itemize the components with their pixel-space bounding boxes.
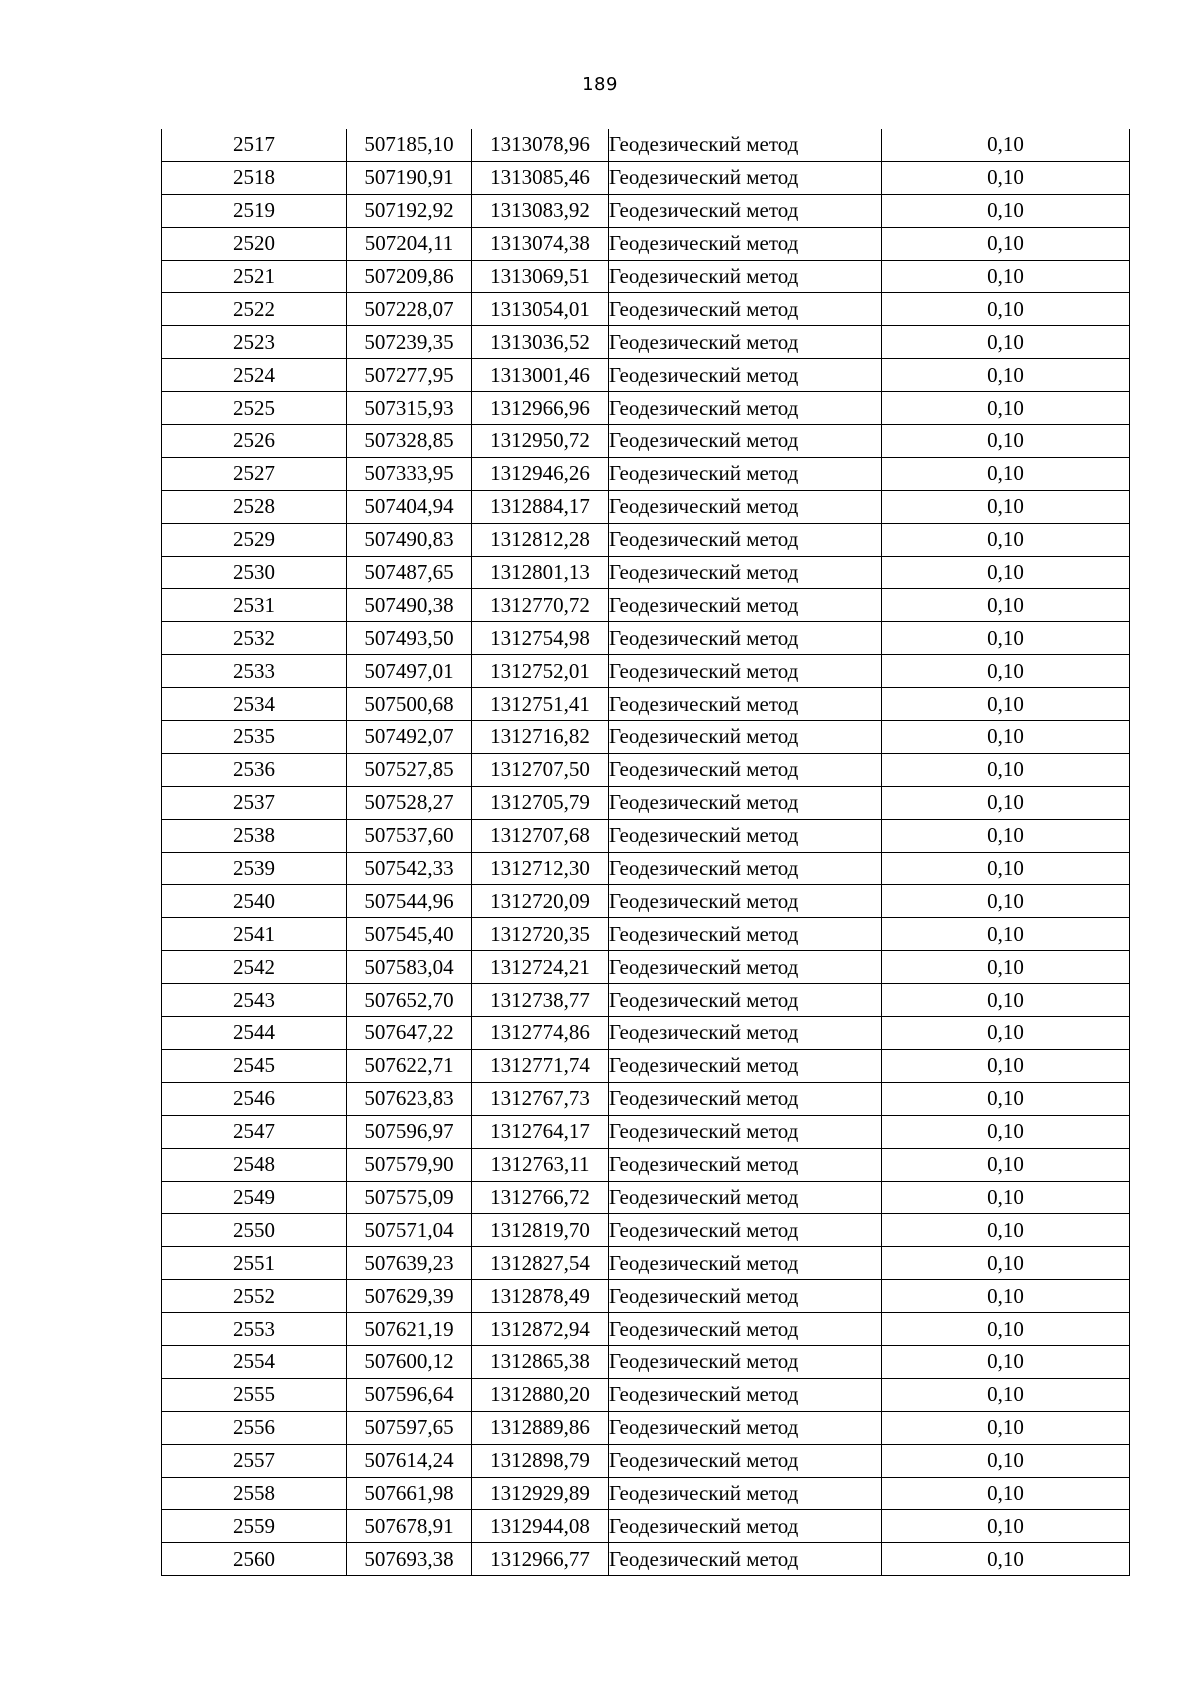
table-row <box>162 918 1130 951</box>
y-coordinate-cell: 1312752,01 <box>472 655 609 688</box>
method-cell: Геодезический метод <box>609 1247 882 1280</box>
method-cell: Геодезический метод <box>609 392 882 425</box>
table-row <box>162 819 1130 852</box>
accuracy-cell: 0,10 <box>882 786 1130 819</box>
table-row <box>162 227 1130 260</box>
accuracy-cell: 0,10 <box>882 1345 1130 1378</box>
point-number-cell: 2519 <box>162 194 347 227</box>
x-coordinate-cell: 507597,65 <box>347 1411 472 1444</box>
accuracy-cell: 0,10 <box>882 951 1130 984</box>
y-coordinate-cell: 1312946,26 <box>472 457 609 490</box>
y-coordinate-cell: 1312880,20 <box>472 1378 609 1411</box>
method-cell: Геодезический метод <box>609 1378 882 1411</box>
method-cell: Геодезический метод <box>609 1444 882 1477</box>
point-number-cell: 2526 <box>162 425 347 458</box>
point-number-cell: 2532 <box>162 622 347 655</box>
x-coordinate-cell: 507600,12 <box>347 1345 472 1378</box>
x-coordinate-cell: 507537,60 <box>347 819 472 852</box>
accuracy-cell: 0,10 <box>882 194 1130 227</box>
x-coordinate-cell: 507500,68 <box>347 688 472 721</box>
point-number-cell: 2560 <box>162 1543 347 1576</box>
method-cell: Геодезический метод <box>609 721 882 754</box>
point-number-cell: 2558 <box>162 1477 347 1510</box>
y-coordinate-cell: 1313036,52 <box>472 326 609 359</box>
table-row <box>162 852 1130 885</box>
method-cell: Геодезический метод <box>609 1411 882 1444</box>
table-row <box>162 1280 1130 1313</box>
table-row <box>162 1247 1130 1280</box>
point-number-cell: 2553 <box>162 1313 347 1346</box>
method-cell: Геодезический метод <box>609 1082 882 1115</box>
y-coordinate-cell: 1312707,68 <box>472 819 609 852</box>
accuracy-cell: 0,10 <box>882 490 1130 523</box>
y-coordinate-cell: 1313054,01 <box>472 293 609 326</box>
y-coordinate-cell: 1313069,51 <box>472 260 609 293</box>
method-cell: Геодезический метод <box>609 129 882 161</box>
accuracy-cell: 0,10 <box>882 1378 1130 1411</box>
x-coordinate-cell: 507575,09 <box>347 1181 472 1214</box>
method-cell: Геодезический метод <box>609 457 882 490</box>
accuracy-cell: 0,10 <box>882 1148 1130 1181</box>
x-coordinate-cell: 507614,24 <box>347 1444 472 1477</box>
x-coordinate-cell: 507652,70 <box>347 984 472 1017</box>
y-coordinate-cell: 1312724,21 <box>472 951 609 984</box>
x-coordinate-cell: 507497,01 <box>347 655 472 688</box>
y-coordinate-cell: 1312766,72 <box>472 1181 609 1214</box>
y-coordinate-cell: 1313074,38 <box>472 227 609 260</box>
method-cell: Геодезический метод <box>609 885 882 918</box>
y-coordinate-cell: 1312771,74 <box>472 1049 609 1082</box>
accuracy-cell: 0,10 <box>882 293 1130 326</box>
x-coordinate-cell: 507315,93 <box>347 392 472 425</box>
table-row <box>162 523 1130 556</box>
method-cell: Геодезический метод <box>609 1214 882 1247</box>
accuracy-cell: 0,10 <box>882 1313 1130 1346</box>
method-cell: Геодезический метод <box>609 1280 882 1313</box>
y-coordinate-cell: 1312801,13 <box>472 556 609 589</box>
x-coordinate-cell: 507596,64 <box>347 1378 472 1411</box>
table-row <box>162 490 1130 523</box>
accuracy-cell: 0,10 <box>882 721 1130 754</box>
y-coordinate-cell: 1312754,98 <box>472 622 609 655</box>
y-coordinate-cell: 1312898,79 <box>472 1444 609 1477</box>
y-coordinate-cell: 1312707,50 <box>472 753 609 786</box>
y-coordinate-cell: 1312950,72 <box>472 425 609 458</box>
y-coordinate-cell: 1312770,72 <box>472 589 609 622</box>
accuracy-cell: 0,10 <box>882 1477 1130 1510</box>
point-number-cell: 2551 <box>162 1247 347 1280</box>
point-number-cell: 2559 <box>162 1510 347 1543</box>
point-number-cell: 2552 <box>162 1280 347 1313</box>
x-coordinate-cell: 507404,94 <box>347 490 472 523</box>
x-coordinate-cell: 507544,96 <box>347 885 472 918</box>
x-coordinate-cell: 507277,95 <box>347 359 472 392</box>
y-coordinate-cell: 1312774,86 <box>472 1017 609 1050</box>
accuracy-cell: 0,10 <box>882 1082 1130 1115</box>
table-row <box>162 556 1130 589</box>
table-row <box>162 1411 1130 1444</box>
table-row <box>162 951 1130 984</box>
accuracy-cell: 0,10 <box>882 1049 1130 1082</box>
method-cell: Геодезический метод <box>609 326 882 359</box>
point-number-cell: 2538 <box>162 819 347 852</box>
x-coordinate-cell: 507333,95 <box>347 457 472 490</box>
point-number-cell: 2544 <box>162 1017 347 1050</box>
method-cell: Геодезический метод <box>609 1181 882 1214</box>
accuracy-cell: 0,10 <box>882 984 1130 1017</box>
method-cell: Геодезический метод <box>609 425 882 458</box>
accuracy-cell: 0,10 <box>882 161 1130 194</box>
point-number-cell: 2520 <box>162 227 347 260</box>
x-coordinate-cell: 507647,22 <box>347 1017 472 1050</box>
method-cell: Геодезический метод <box>609 819 882 852</box>
point-number-cell: 2534 <box>162 688 347 721</box>
accuracy-cell: 0,10 <box>882 425 1130 458</box>
method-cell: Геодезический метод <box>609 1345 882 1378</box>
point-number-cell: 2522 <box>162 293 347 326</box>
y-coordinate-cell: 1312705,79 <box>472 786 609 819</box>
table-row <box>162 622 1130 655</box>
accuracy-cell: 0,10 <box>882 1543 1130 1576</box>
point-number-cell: 2540 <box>162 885 347 918</box>
x-coordinate-cell: 507204,11 <box>347 227 472 260</box>
y-coordinate-cell: 1312827,54 <box>472 1247 609 1280</box>
accuracy-cell: 0,10 <box>882 1181 1130 1214</box>
method-cell: Геодезический метод <box>609 951 882 984</box>
accuracy-cell: 0,10 <box>882 359 1130 392</box>
y-coordinate-cell: 1312720,35 <box>472 918 609 951</box>
table-row <box>162 655 1130 688</box>
method-cell: Геодезический метод <box>609 556 882 589</box>
y-coordinate-cell: 1312812,28 <box>472 523 609 556</box>
accuracy-cell: 0,10 <box>882 1280 1130 1313</box>
table-row <box>162 359 1130 392</box>
table-row <box>162 161 1130 194</box>
table-row <box>162 688 1130 721</box>
accuracy-cell: 0,10 <box>882 556 1130 589</box>
accuracy-cell: 0,10 <box>882 457 1130 490</box>
method-cell: Геодезический метод <box>609 622 882 655</box>
point-number-cell: 2521 <box>162 260 347 293</box>
point-number-cell: 2527 <box>162 457 347 490</box>
table-row <box>162 425 1130 458</box>
y-coordinate-cell: 1312716,82 <box>472 721 609 754</box>
y-coordinate-cell: 1312751,41 <box>472 688 609 721</box>
x-coordinate-cell: 507596,97 <box>347 1115 472 1148</box>
accuracy-cell: 0,10 <box>882 227 1130 260</box>
method-cell: Геодезический метод <box>609 1543 882 1576</box>
accuracy-cell: 0,10 <box>882 852 1130 885</box>
accuracy-cell: 0,10 <box>882 688 1130 721</box>
method-cell: Геодезический метод <box>609 1510 882 1543</box>
accuracy-cell: 0,10 <box>882 523 1130 556</box>
method-cell: Геодезический метод <box>609 523 882 556</box>
point-number-cell: 2525 <box>162 392 347 425</box>
y-coordinate-cell: 1312865,38 <box>472 1345 609 1378</box>
x-coordinate-cell: 507209,86 <box>347 260 472 293</box>
accuracy-cell: 0,10 <box>882 819 1130 852</box>
point-number-cell: 2542 <box>162 951 347 984</box>
table-row <box>162 721 1130 754</box>
x-coordinate-cell: 507328,85 <box>347 425 472 458</box>
point-number-cell: 2535 <box>162 721 347 754</box>
accuracy-cell: 0,10 <box>882 129 1130 161</box>
x-coordinate-cell: 507527,85 <box>347 753 472 786</box>
x-coordinate-cell: 507571,04 <box>347 1214 472 1247</box>
point-number-cell: 2533 <box>162 655 347 688</box>
accuracy-cell: 0,10 <box>882 885 1130 918</box>
accuracy-cell: 0,10 <box>882 1247 1130 1280</box>
method-cell: Геодезический метод <box>609 359 882 392</box>
y-coordinate-cell: 1312819,70 <box>472 1214 609 1247</box>
method-cell: Геодезический метод <box>609 1017 882 1050</box>
point-number-cell: 2528 <box>162 490 347 523</box>
table-row <box>162 589 1130 622</box>
point-number-cell: 2556 <box>162 1411 347 1444</box>
method-cell: Геодезический метод <box>609 786 882 819</box>
accuracy-cell: 0,10 <box>882 753 1130 786</box>
y-coordinate-cell: 1312872,94 <box>472 1313 609 1346</box>
point-number-cell: 2517 <box>162 129 347 161</box>
y-coordinate-cell: 1312878,49 <box>472 1280 609 1313</box>
table-row <box>162 1214 1130 1247</box>
x-coordinate-cell: 507623,83 <box>347 1082 472 1115</box>
y-coordinate-cell: 1312889,86 <box>472 1411 609 1444</box>
y-coordinate-cell: 1313078,96 <box>472 129 609 161</box>
table-row <box>162 1543 1130 1576</box>
y-coordinate-cell: 1312712,30 <box>472 852 609 885</box>
table-row <box>162 984 1130 1017</box>
x-coordinate-cell: 507185,10 <box>347 129 472 161</box>
x-coordinate-cell: 507693,38 <box>347 1543 472 1576</box>
method-cell: Геодезический метод <box>609 1049 882 1082</box>
x-coordinate-cell: 507621,19 <box>347 1313 472 1346</box>
table-row <box>162 194 1130 227</box>
coordinates-table-body <box>162 129 1130 1576</box>
point-number-cell: 2549 <box>162 1181 347 1214</box>
method-cell: Геодезический метод <box>609 194 882 227</box>
point-number-cell: 2550 <box>162 1214 347 1247</box>
point-number-cell: 2523 <box>162 326 347 359</box>
table-row <box>162 260 1130 293</box>
y-coordinate-cell: 1312929,89 <box>472 1477 609 1510</box>
point-number-cell: 2554 <box>162 1345 347 1378</box>
x-coordinate-cell: 507493,50 <box>347 622 472 655</box>
table-row <box>162 1345 1130 1378</box>
accuracy-cell: 0,10 <box>882 1444 1130 1477</box>
accuracy-cell: 0,10 <box>882 918 1130 951</box>
coordinates-table <box>161 129 1130 1576</box>
table-row <box>162 786 1130 819</box>
x-coordinate-cell: 507542,33 <box>347 852 472 885</box>
y-coordinate-cell: 1313083,92 <box>472 194 609 227</box>
table-row <box>162 1510 1130 1543</box>
x-coordinate-cell: 507192,92 <box>347 194 472 227</box>
y-coordinate-cell: 1312763,11 <box>472 1148 609 1181</box>
method-cell: Геодезический метод <box>609 260 882 293</box>
method-cell: Геодезический метод <box>609 1115 882 1148</box>
method-cell: Геодезический метод <box>609 655 882 688</box>
table-row <box>162 326 1130 359</box>
table-row <box>162 129 1130 161</box>
y-coordinate-cell: 1312966,96 <box>472 392 609 425</box>
point-number-cell: 2541 <box>162 918 347 951</box>
x-coordinate-cell: 507622,71 <box>347 1049 472 1082</box>
point-number-cell: 2539 <box>162 852 347 885</box>
method-cell: Геодезический метод <box>609 589 882 622</box>
y-coordinate-cell: 1312767,73 <box>472 1082 609 1115</box>
point-number-cell: 2557 <box>162 1444 347 1477</box>
method-cell: Геодезический метод <box>609 852 882 885</box>
table-row <box>162 457 1130 490</box>
method-cell: Геодезический метод <box>609 1148 882 1181</box>
point-number-cell: 2524 <box>162 359 347 392</box>
point-number-cell: 2547 <box>162 1115 347 1148</box>
y-coordinate-cell: 1312944,08 <box>472 1510 609 1543</box>
point-number-cell: 2543 <box>162 984 347 1017</box>
method-cell: Геодезический метод <box>609 688 882 721</box>
method-cell: Геодезический метод <box>609 293 882 326</box>
accuracy-cell: 0,10 <box>882 326 1130 359</box>
table-row <box>162 1477 1130 1510</box>
x-coordinate-cell: 507228,07 <box>347 293 472 326</box>
point-number-cell: 2530 <box>162 556 347 589</box>
table-row <box>162 1378 1130 1411</box>
point-number-cell: 2518 <box>162 161 347 194</box>
accuracy-cell: 0,10 <box>882 1115 1130 1148</box>
y-coordinate-cell: 1312884,17 <box>472 490 609 523</box>
table-row <box>162 1115 1130 1148</box>
table-row <box>162 392 1130 425</box>
method-cell: Геодезический метод <box>609 1477 882 1510</box>
point-number-cell: 2545 <box>162 1049 347 1082</box>
x-coordinate-cell: 507239,35 <box>347 326 472 359</box>
x-coordinate-cell: 507579,90 <box>347 1148 472 1181</box>
method-cell: Геодезический метод <box>609 161 882 194</box>
accuracy-cell: 0,10 <box>882 589 1130 622</box>
table-row <box>162 1082 1130 1115</box>
accuracy-cell: 0,10 <box>882 655 1130 688</box>
x-coordinate-cell: 507490,38 <box>347 589 472 622</box>
y-coordinate-cell: 1312966,77 <box>472 1543 609 1576</box>
point-number-cell: 2548 <box>162 1148 347 1181</box>
table-row <box>162 1017 1130 1050</box>
point-number-cell: 2531 <box>162 589 347 622</box>
accuracy-cell: 0,10 <box>882 260 1130 293</box>
table-row <box>162 293 1130 326</box>
point-number-cell: 2555 <box>162 1378 347 1411</box>
point-number-cell: 2546 <box>162 1082 347 1115</box>
table-row <box>162 1148 1130 1181</box>
x-coordinate-cell: 507545,40 <box>347 918 472 951</box>
accuracy-cell: 0,10 <box>882 1510 1130 1543</box>
accuracy-cell: 0,10 <box>882 622 1130 655</box>
x-coordinate-cell: 507639,23 <box>347 1247 472 1280</box>
table-row <box>162 753 1130 786</box>
x-coordinate-cell: 507583,04 <box>347 951 472 984</box>
point-number-cell: 2529 <box>162 523 347 556</box>
accuracy-cell: 0,10 <box>882 1017 1130 1050</box>
point-number-cell: 2537 <box>162 786 347 819</box>
y-coordinate-cell: 1312720,09 <box>472 885 609 918</box>
accuracy-cell: 0,10 <box>882 1214 1130 1247</box>
method-cell: Геодезический метод <box>609 984 882 1017</box>
x-coordinate-cell: 507678,91 <box>347 1510 472 1543</box>
x-coordinate-cell: 507490,83 <box>347 523 472 556</box>
method-cell: Геодезический метод <box>609 227 882 260</box>
y-coordinate-cell: 1312738,77 <box>472 984 609 1017</box>
point-number-cell: 2536 <box>162 753 347 786</box>
x-coordinate-cell: 507492,07 <box>347 721 472 754</box>
accuracy-cell: 0,10 <box>882 1411 1130 1444</box>
method-cell: Геодезический метод <box>609 490 882 523</box>
accuracy-cell: 0,10 <box>882 392 1130 425</box>
method-cell: Геодезический метод <box>609 1313 882 1346</box>
y-coordinate-cell: 1312764,17 <box>472 1115 609 1148</box>
x-coordinate-cell: 507487,65 <box>347 556 472 589</box>
x-coordinate-cell: 507629,39 <box>347 1280 472 1313</box>
table-row <box>162 1181 1130 1214</box>
table-row <box>162 885 1130 918</box>
method-cell: Геодезический метод <box>609 918 882 951</box>
x-coordinate-cell: 507661,98 <box>347 1477 472 1510</box>
y-coordinate-cell: 1313001,46 <box>472 359 609 392</box>
table-row <box>162 1049 1130 1082</box>
page-number: 189 <box>582 74 618 95</box>
table-row <box>162 1313 1130 1346</box>
x-coordinate-cell: 507528,27 <box>347 786 472 819</box>
x-coordinate-cell: 507190,91 <box>347 161 472 194</box>
y-coordinate-cell: 1313085,46 <box>472 161 609 194</box>
method-cell: Геодезический метод <box>609 753 882 786</box>
table-row <box>162 1444 1130 1477</box>
